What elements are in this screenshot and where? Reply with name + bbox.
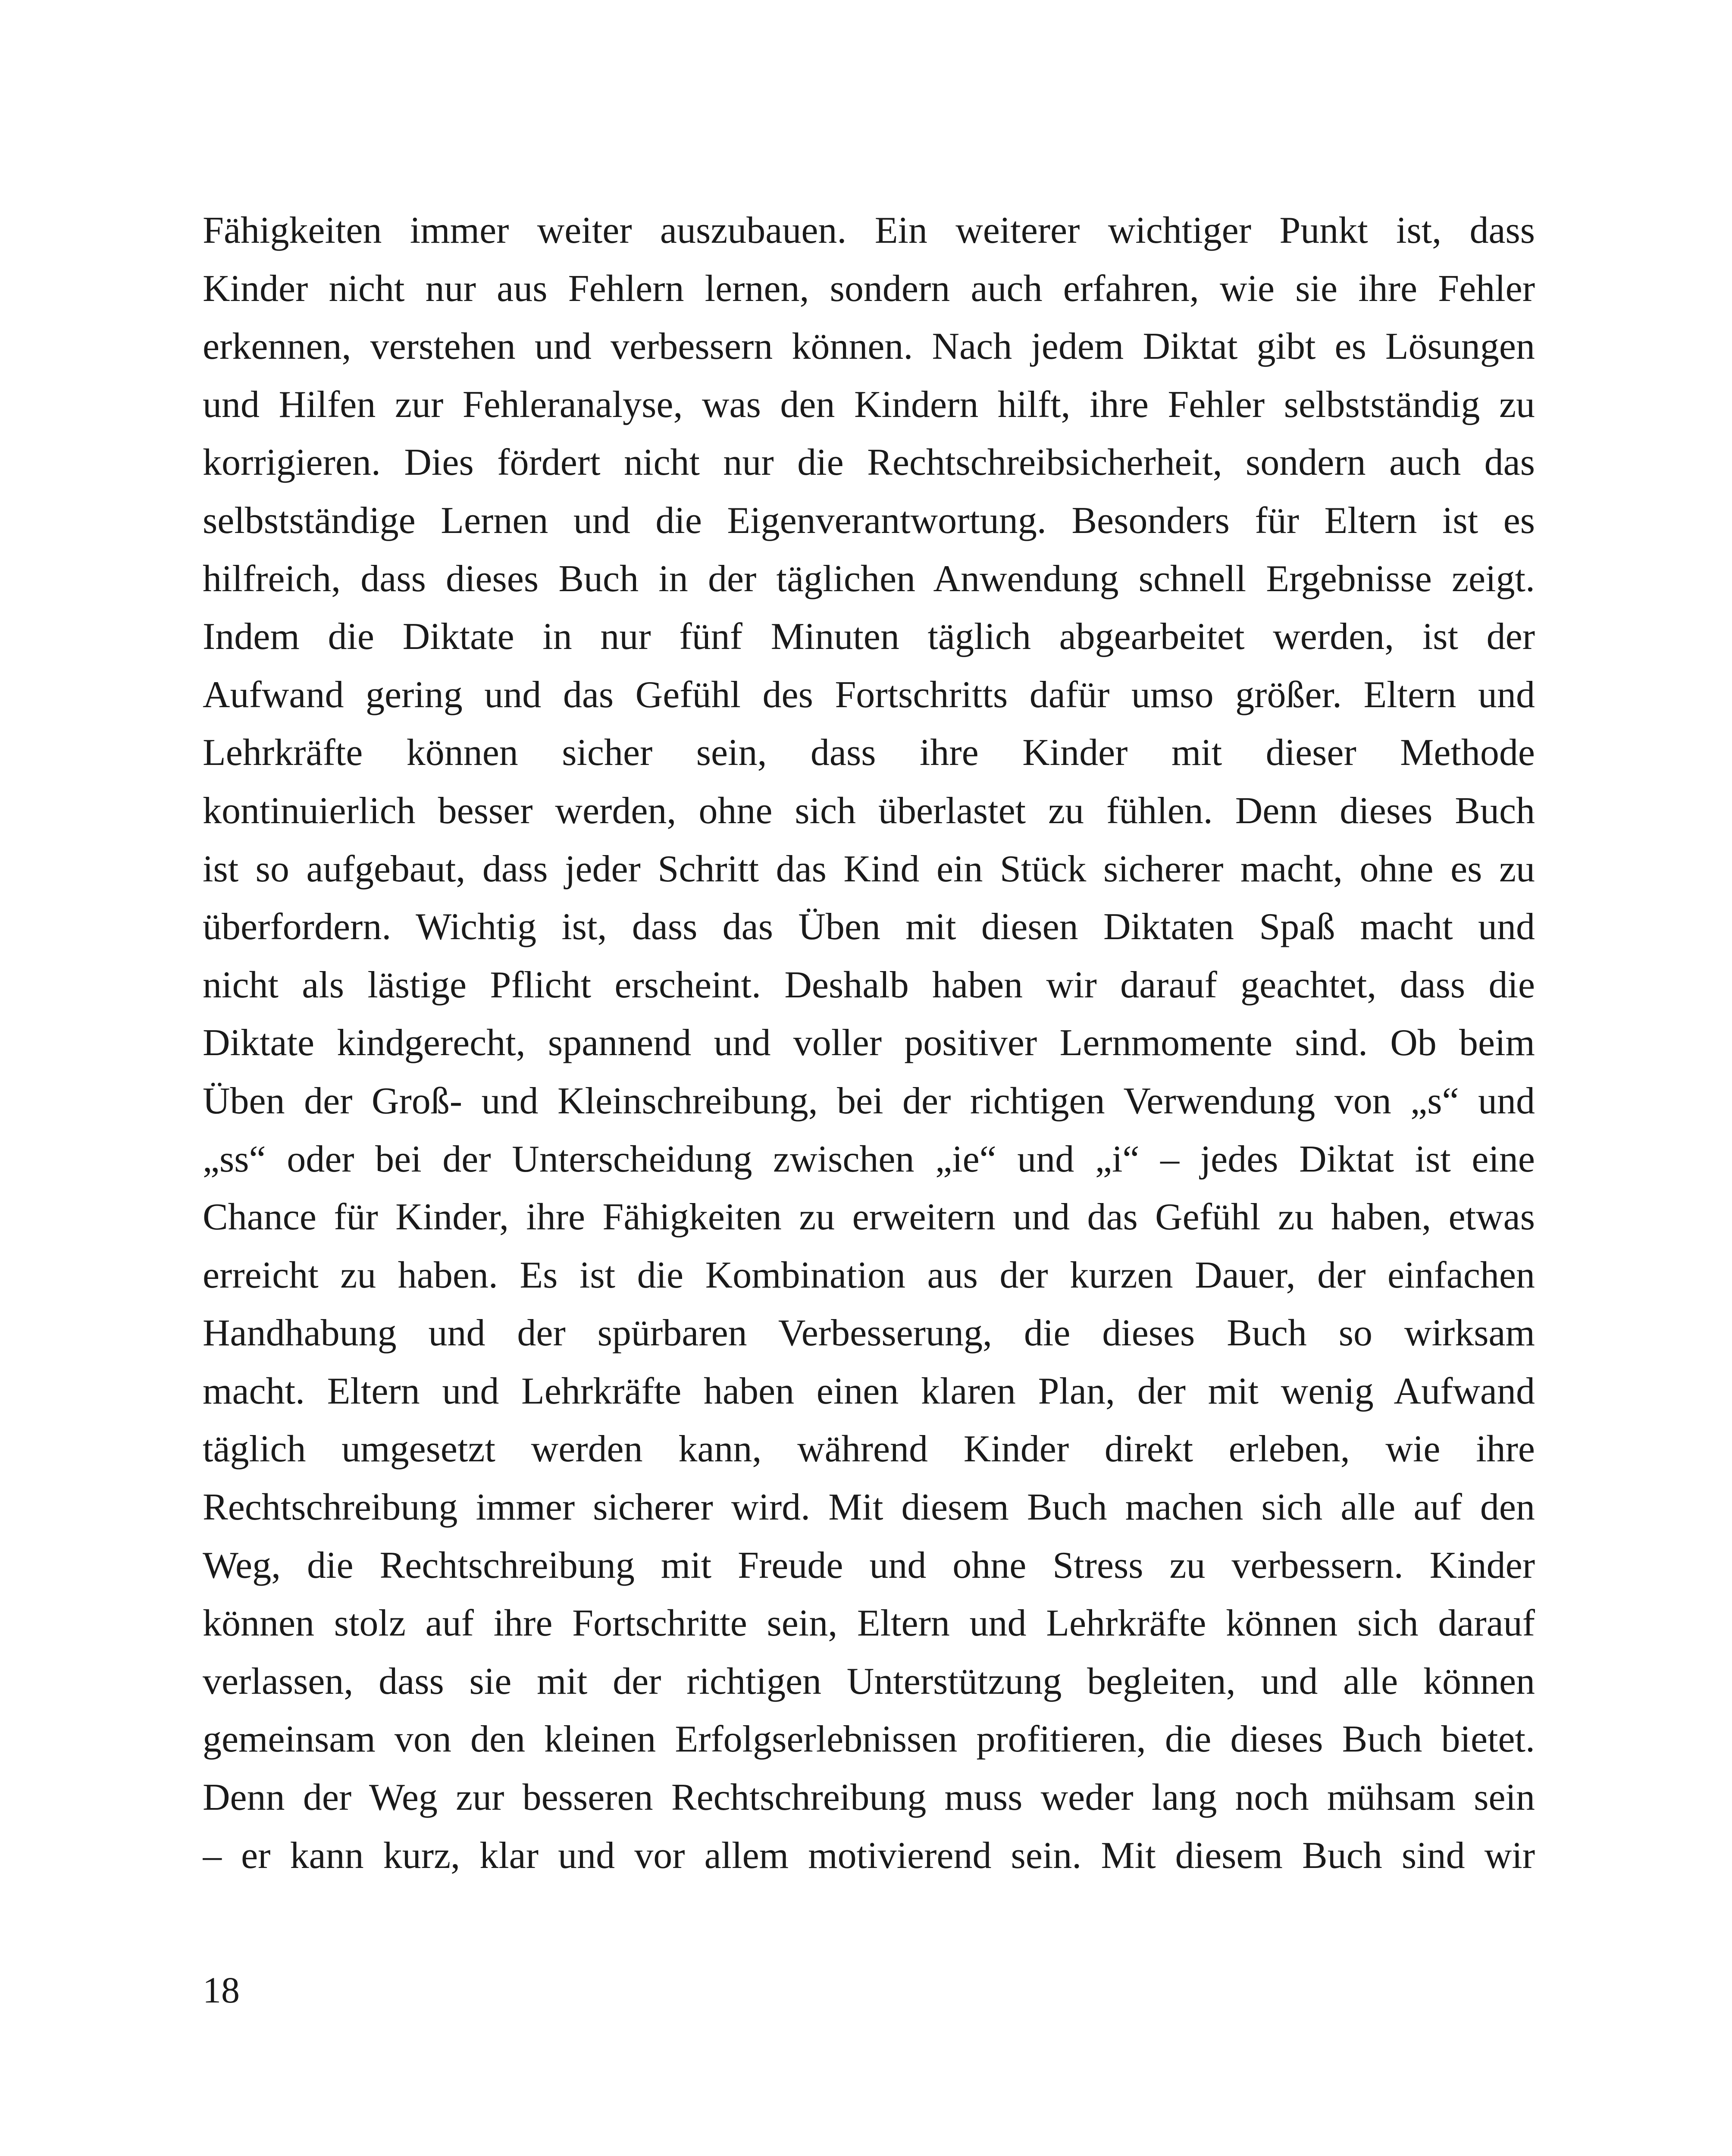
text-line: gemeinsam von den kleinen Erfolgserlebnissen profitieren, die dieses Buch bietet. bbox=[203, 1718, 1535, 1761]
text-line: Üben der Groß- und Kleinschreibung, bei der richtigen Verwendung von „s“ und bbox=[203, 1080, 1535, 1122]
text-line: ist so aufgebaut, dass jeder Schritt das Kind ein Stück sicherer macht, ohne es zu bbox=[203, 848, 1535, 890]
text-line: Fähigkeiten immer weiter auszubauen. Ein weiterer wichtiger Punkt ist, dass bbox=[203, 210, 1535, 251]
text-line: können stolz auf ihre Fortschritte sein, Eltern und Lehrkräfte können sich darauf bbox=[203, 1602, 1535, 1645]
text-line: verlassen, dass sie mit der richtigen Unterstützung begleiten, und alle können bbox=[203, 1660, 1535, 1702]
text-line: kontinuierlich besser werden, ohne sich überlastet zu fühlen. Denn dieses Buch bbox=[203, 790, 1535, 832]
text-line: Aufwand gering und das Gefühl des Fortschritts dafür umso größer. Eltern und bbox=[203, 674, 1535, 716]
text-line: Handhabung und der spürbaren Verbesserung, die dieses Buch so wirksam bbox=[203, 1312, 1535, 1354]
text-line: überfordern. Wichtig ist, dass das Üben mit diesen Diktaten Spaß macht und bbox=[203, 906, 1535, 948]
text-line: Diktate kindgerecht, spannend und voller positiver Lernmomente sind. Ob beim bbox=[203, 1022, 1535, 1064]
text-line: korrigieren. Dies fördert nicht nur die Rechtschreibsicherheit, sondern auch das bbox=[203, 442, 1535, 484]
text-line: – er kann kurz, klar und vor allem motivierend sein. Mit diesem Buch sind wir bbox=[203, 1834, 1535, 1877]
body-text bbox=[203, 202, 1535, 1885]
text-line: Chance für Kinder, ihre Fähigkeiten zu erweitern und das Gefühl zu haben, etwas bbox=[203, 1196, 1535, 1238]
page-number: 18 bbox=[203, 1969, 240, 2011]
text-line: Denn der Weg zur besseren Rechtschreibung muss weder lang noch mühsam sein bbox=[203, 1777, 1535, 1819]
text-line: Weg, die Rechtschreibung mit Freude und ohne Stress zu verbessern. Kinder bbox=[203, 1544, 1535, 1586]
text-line: Indem die Diktate in nur fünf Minuten täglich abgearbeitet werden, ist der bbox=[203, 616, 1535, 658]
text-line: erreicht zu haben. Es ist die Kombination aus der kurzen Dauer, der einfachen bbox=[203, 1254, 1535, 1296]
text-line: erkennen, verstehen und verbessern können. Nach jedem Diktat gibt es Lösungen bbox=[203, 326, 1535, 368]
text-line: Lehrkräfte können sicher sein, dass ihre Kinder mit dieser Methode bbox=[203, 732, 1535, 774]
text-line: „ss“ oder bei der Unterscheidung zwischen „ie“ und „i“ – jedes Diktat ist eine bbox=[203, 1138, 1535, 1180]
text-line: selbstständige Lernen und die Eigenverantwortung. Besonders für Eltern ist es bbox=[203, 499, 1535, 542]
text-line: und Hilfen zur Fehleranalyse, was den Kindern hilft, ihre Fehler selbstständig zu bbox=[203, 383, 1535, 426]
text-line: Rechtschreibung immer sicherer wird. Mit diesem Buch machen sich alle auf den bbox=[203, 1486, 1535, 1529]
text-line: hilfreich, dass dieses Buch in der täglichen Anwendung schnell Ergebnisse zeigt. bbox=[203, 558, 1535, 600]
text-line: täglich umgesetzt werden kann, während Kinder direkt erleben, wie ihre bbox=[203, 1428, 1535, 1470]
text-line: Kinder nicht nur aus Fehlern lernen, sondern auch erfahren, wie sie ihre Fehler bbox=[203, 267, 1535, 310]
text-line: macht. Eltern und Lehrkräfte haben einen klaren Plan, der mit wenig Aufwand bbox=[203, 1370, 1535, 1412]
text-line: nicht als lästige Pflicht erscheint. Deshalb haben wir darauf geachtet, dass die bbox=[203, 964, 1535, 1006]
